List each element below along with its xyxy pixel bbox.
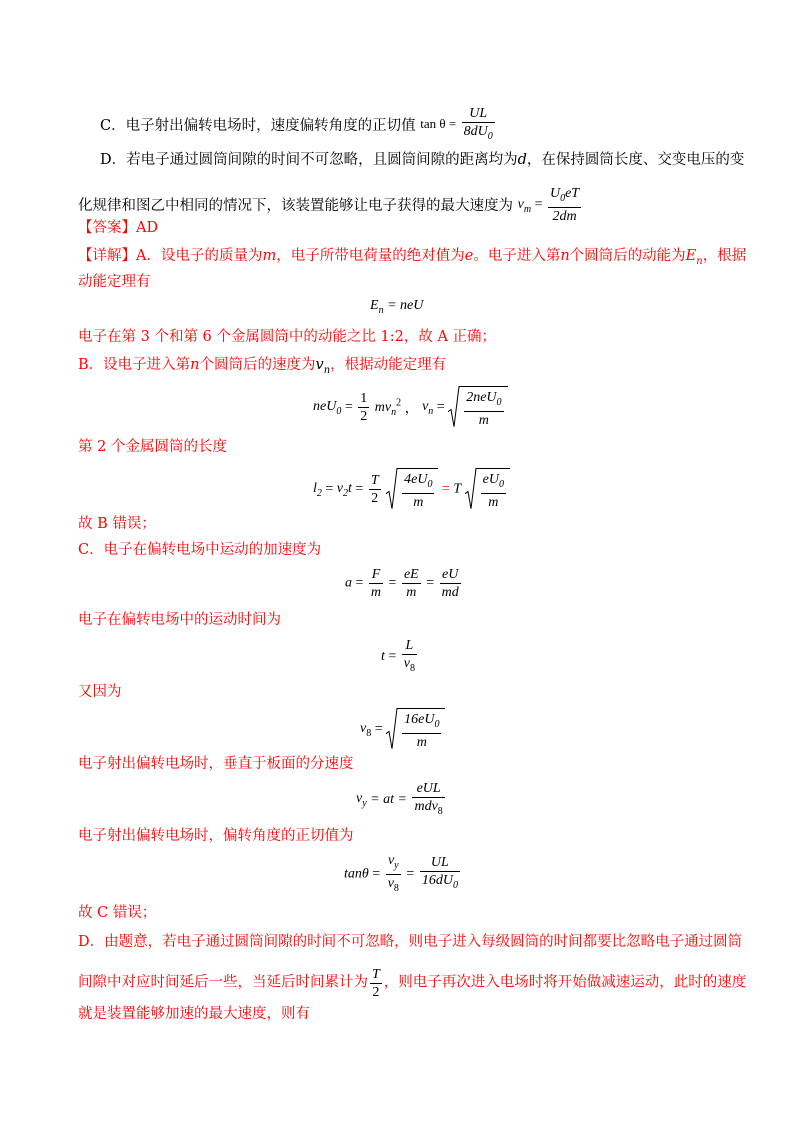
equation-vy: $v_y$ = at = $\frac{\text{eUL}}{mdv_8}$ — [356, 781, 443, 817]
c-vy-label: 电子射出偏转电场时，垂直于板面的分速度 — [78, 756, 354, 772]
c-time-label: 电子在偏转电场中的运动时间为 — [78, 612, 281, 628]
c-conclusion: 故 C 错误； — [78, 905, 157, 921]
option-d-formula: $v_m$ = $\frac{U_0eT}{2dm}$ — [517, 186, 580, 224]
b-conclusion: 故 B 错误； — [78, 516, 156, 532]
analysis-intro-line-2: 动能定理有 — [78, 274, 151, 290]
option-d-line-1: D．若电子通过圆筒间隙的时间不可忽略，且圆筒间隙的距离均为d，在保持圆筒长度、交变电压的变 — [100, 152, 745, 168]
sqrt-symbol: $\frac{eU_0}{m}$ — [465, 468, 510, 511]
c-tan-label: 电子射出偏转电场时，偏转角度的正切值为 — [78, 828, 354, 844]
analysis-intro: 【详解】A．设电子的质量为m，电子所带电荷量的绝对值为e。电子进入第n个圆筒后的动能为$E_n$，根据 — [78, 248, 747, 267]
d-line-3: 就是装置能够加速的最大速度，则有 — [78, 1006, 310, 1022]
option-d-line-2: 化规律和图乙中相同的情况下，该装置能够让电子获得的最大速度为 $v_m$ = $\frac{U_0eT}{2dm}$ — [78, 187, 583, 227]
c-intro: C．电子在偏转电场中运动的加速度为 — [78, 542, 322, 558]
answer-label: 【答案】AD — [78, 220, 159, 236]
sqrt-symbol: $\frac{16eU_0}{m}$ — [386, 708, 445, 751]
equation-v8: $v_8$ = $\frac{16eU_0}{m}$ — [360, 708, 445, 751]
sqrt-symbol: $\frac{2neU_0}{m}$ — [448, 386, 507, 429]
equation-tan: tanθ = $\frac{v_y}{v_8}$ = $\frac{UL}{16dU_0}$ — [344, 853, 458, 894]
d-line-2: 间隙中对应时间延后一些，当延后时间累计为 $\frac{T}{2}$ ，则电子再次进入电场时将开始做减速运动，此时的速度 — [78, 967, 747, 1000]
b-intro: B．设电子进入第n个圆筒后的速度为$v_n$，根据动能定理有 — [78, 357, 447, 376]
equation-kinetic-energy: $E_n$ = neU — [370, 298, 424, 316]
d-line-1: D．由题意，若电子通过圆筒间隙的时间不可忽略，则电子进入每级圆筒的时间都要比忽略电子通过圆筒 — [78, 934, 743, 950]
equation-length: $l_2 = v_2t$ = $\frac{T}{2}$ $\frac{4eU_0}{m}$ = T $\frac{eU_0}{m}$ — [313, 468, 510, 511]
equation-acceleration: a = $\frac{F}{m}$ = $\frac{eE}{m}$ = $\frac{eU}{md}$ — [345, 567, 459, 600]
option-c-formula: tan θ = $\frac{UL}{8dU_0}$ — [420, 106, 493, 142]
b-length-label: 第 2 个金属圆筒的长度 — [78, 439, 227, 455]
equation-velocity: neU$_0$ = $\frac{1}{2}$ $mv_n^2$ ， $v_n$ = $\frac{2neU_0}{m}$ — [313, 386, 508, 429]
sqrt-symbol: $\frac{4eU_0}{m}$ — [386, 468, 438, 511]
a-conclusion: 电子在第 3 个和第 6 个金属圆筒中的动能之比 1:2，故 A 正确； — [78, 329, 497, 345]
equation-time: t = $\frac{L}{v_8}$ — [381, 638, 416, 674]
option-c-text: C．电子射出偏转电场时，速度偏转角度的正切值 — [100, 118, 416, 135]
c-because: 又因为 — [78, 684, 122, 700]
option-c — [100, 107, 497, 147]
